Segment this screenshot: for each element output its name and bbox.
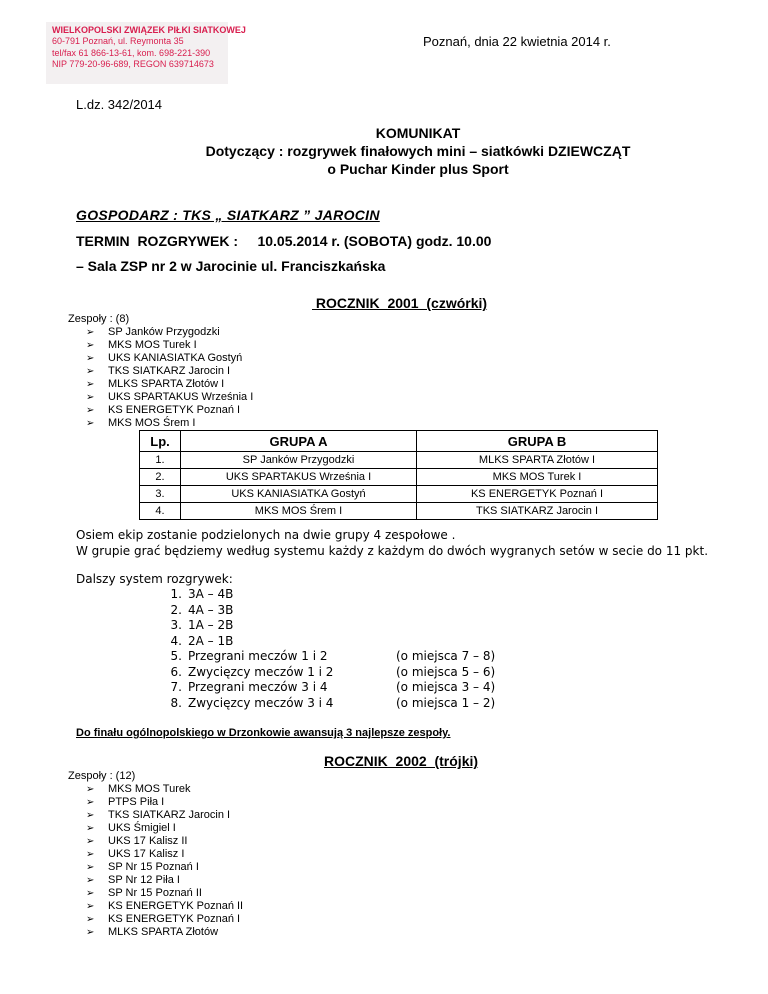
arrow-bullet-icon: ➢ <box>86 366 95 377</box>
team-name: TKS SIATKARZ Jarocin I <box>108 809 231 821</box>
table-cell: 1. <box>140 452 181 469</box>
system-item <box>160 603 333 619</box>
list-item <box>68 861 243 874</box>
system-item <box>160 680 333 696</box>
system-item-number: 8. <box>170 695 182 710</box>
arrow-bullet-icon: ➢ <box>86 392 95 403</box>
list-item <box>68 783 243 796</box>
system-item-text: 1A – 2B <box>188 618 234 632</box>
system-item-text: Zwycięzcy meczów 3 i 4 <box>188 695 334 710</box>
teams-label: Zespoły : (12) <box>68 770 136 782</box>
arrow-bullet-icon: ➢ <box>86 849 95 860</box>
system-item-number: 4. <box>170 633 182 648</box>
stamp-line: tel/fax 61 866-13-61, kom. 698-221-390 <box>52 47 211 58</box>
system-item-number: 2. <box>170 602 182 617</box>
groups-table <box>139 430 658 520</box>
list-item <box>68 404 253 417</box>
teams-2001 <box>68 313 253 430</box>
team-list <box>68 783 243 939</box>
system-item <box>160 634 333 650</box>
arrow-bullet-icon: ➢ <box>86 340 95 351</box>
table-cell: MKS MOS Turek I <box>417 469 658 486</box>
team-name: KS ENERGETYK Poznań I <box>108 913 241 925</box>
list-item <box>68 848 243 861</box>
stamp-line: 60-791 Poznań, ul. Reymonta 35 <box>52 36 184 47</box>
system-item-text: 3A – 4B <box>188 587 234 601</box>
table-cell: 2. <box>140 469 181 486</box>
arrow-bullet-icon: ➢ <box>86 862 95 873</box>
description-line: W grupie grać będziemy według systemu każdy z każdym do dwóch wygranych setów w secie do 11 pkt. <box>76 544 709 558</box>
description <box>76 527 708 559</box>
section-heading-2002: ROCZNIK 2002 (trójki) <box>324 753 479 769</box>
arrow-bullet-icon: ➢ <box>86 418 95 429</box>
association-stamp <box>46 22 246 84</box>
team-name: UKS 17 Kalisz II <box>108 835 188 847</box>
document-title <box>0 124 768 178</box>
team-name: KS ENERGETYK Poznań I <box>108 404 241 416</box>
list-item <box>68 809 243 822</box>
system-list <box>160 587 333 711</box>
section-heading-2001: ROCZNIK 2001 (czwórki) <box>312 295 488 311</box>
list-item <box>68 326 253 339</box>
list-item <box>68 887 243 900</box>
table-row <box>140 452 658 469</box>
arrow-bullet-icon: ➢ <box>86 927 95 938</box>
arrow-bullet-icon: ➢ <box>86 810 95 821</box>
team-name: SP Nr 12 Piła I <box>108 874 180 886</box>
system-item-number: 7. <box>170 680 182 694</box>
arrow-bullet-icon: ➢ <box>86 875 95 886</box>
dateline: Poznań, dnia 22 kwietnia 2014 r. <box>423 34 611 49</box>
system-item <box>160 587 333 603</box>
list-item <box>68 835 243 848</box>
team-name: MLKS SPARTA Złotów I <box>108 378 225 390</box>
team-name: UKS KANIASIATKA Gostyń <box>108 352 243 364</box>
arrow-bullet-icon: ➢ <box>86 379 95 390</box>
system-item-text: Zwycięzcy meczów 1 i 2 <box>188 664 334 679</box>
system-item <box>160 696 333 712</box>
system-item <box>160 649 333 665</box>
team-list <box>68 326 253 430</box>
teams-2002 <box>68 770 243 939</box>
team-name: SP Nr 15 Poznań I <box>108 861 199 873</box>
arrow-bullet-icon: ➢ <box>86 327 95 338</box>
table-cell: UKS SPARTAKUS Września I <box>181 469 417 486</box>
arrow-bullet-icon: ➢ <box>86 823 95 834</box>
system-item-number: 6. <box>170 664 182 679</box>
place-item: (o miejsca 5 – 6) <box>396 664 496 679</box>
system-item-text: Przegrani meczów 1 i 2 <box>188 649 328 663</box>
arrow-bullet-icon: ➢ <box>86 784 95 795</box>
table-header: Lp. <box>140 431 181 452</box>
table-row <box>140 469 658 486</box>
arrow-bullet-icon: ➢ <box>86 836 95 847</box>
arrow-bullet-icon: ➢ <box>86 888 95 899</box>
table-row <box>140 486 658 503</box>
table-header-row <box>140 431 658 452</box>
system-item <box>160 665 333 681</box>
system-item <box>160 618 333 634</box>
table-row <box>140 503 658 520</box>
list-item <box>68 913 243 926</box>
host-heading: GOSPODARZ : TKS „ SIATKARZ ” JAROCIN <box>76 207 380 223</box>
team-name: SP Janków Przygodzki <box>108 326 220 338</box>
team-name: MKS MOS Turek <box>108 783 191 795</box>
team-name: MKS MOS Turek I <box>108 339 197 351</box>
system-item-text: 2A – 1B <box>188 633 234 648</box>
table-cell: MKS MOS Śrem I <box>181 503 417 520</box>
team-name: TKS SIATKARZ Jarocin I <box>108 365 231 377</box>
system-item-number: 3. <box>170 618 182 632</box>
reference-number: L.dz. 342/2014 <box>76 97 163 112</box>
system-label: Dalszy system rozgrywek: <box>76 572 233 586</box>
table-cell: KS ENERGETYK Poznań I <box>417 486 658 503</box>
table-cell: 4. <box>140 503 181 520</box>
team-name: UKS Śmigiel I <box>108 822 176 834</box>
list-item <box>68 339 253 352</box>
list-item <box>68 822 243 835</box>
system-item-text: Przegrani meczów 3 i 4 <box>188 680 328 694</box>
description-line: Osiem ekip zostanie podzielonych na dwie grupy 4 zespołowe . <box>76 528 456 542</box>
title-line-3: o Puchar Kinder plus Sport <box>327 161 509 177</box>
table-cell: 3. <box>140 486 181 503</box>
title-line-2: Dotyczący : rozgrywek finałowych mini – siatkówki DZIEWCZĄT <box>205 143 631 159</box>
arrow-bullet-icon: ➢ <box>86 914 95 925</box>
place-item: (o miejsca 7 – 8) <box>396 649 496 663</box>
arrow-bullet-icon: ➢ <box>86 405 95 416</box>
team-name: MLKS SPARTA Złotów <box>108 926 219 938</box>
teams-label: Zespoły : (8) <box>68 313 130 325</box>
table-header: GRUPA B <box>417 431 658 452</box>
list-item <box>68 900 243 913</box>
team-name: KS ENERGETYK Poznań II <box>108 900 244 912</box>
table-cell: SP Janków Przygodzki <box>181 452 417 469</box>
table-cell: UKS KANIASIATKA Gostyń <box>181 486 417 503</box>
system-item-number: 1. <box>170 587 182 601</box>
list-item <box>68 417 253 430</box>
team-name: SP Nr 15 Poznań II <box>108 887 202 899</box>
team-name: UKS SPARTAKUS Września I <box>108 391 254 403</box>
list-item <box>68 926 243 939</box>
arrow-bullet-icon: ➢ <box>86 901 95 912</box>
title-line-1: KOMUNIKAT <box>375 125 461 141</box>
list-item <box>68 352 253 365</box>
arrow-bullet-icon: ➢ <box>86 797 95 808</box>
table-cell: MLKS SPARTA Złotów I <box>417 452 658 469</box>
team-name: UKS 17 Kalisz I <box>108 848 185 860</box>
list-item <box>68 796 243 809</box>
list-item <box>68 391 253 404</box>
list-item <box>68 874 243 887</box>
arrow-bullet-icon: ➢ <box>86 353 95 364</box>
places-list <box>396 649 495 711</box>
team-name: MKS MOS Śrem I <box>108 417 196 429</box>
team-name: PTPS Piła I <box>108 796 165 808</box>
list-item <box>68 378 253 391</box>
list-item <box>68 365 253 378</box>
system-item-text: 4A – 3B <box>188 602 234 617</box>
stamp-line: NIP 779-20-96-689, REGON 639714673 <box>52 59 214 70</box>
table-cell: TKS SIATKARZ Jarocin I <box>417 503 658 520</box>
final-note: Do finału ogólnopolskiego w Drzonkowie awansują 3 najlepsze zespoły. <box>76 727 451 739</box>
stamp-line: WIELKOPOLSKI ZWIĄZEK PIŁKI SIATKOWEJ <box>52 25 246 35</box>
place-item: (o miejsca 1 – 2) <box>396 695 496 710</box>
venue-line: – Sala ZSP nr 2 w Jarocinie ul. Franciszkańska <box>76 258 386 274</box>
place-item: (o miejsca 3 – 4) <box>396 680 496 694</box>
table-header: GRUPA A <box>181 431 417 452</box>
term-line: TERMIN ROZGRYWEK : 10.05.2014 r. (SOBOTA) godz. 10.00 <box>76 233 492 249</box>
system-item-number: 5. <box>170 649 182 663</box>
